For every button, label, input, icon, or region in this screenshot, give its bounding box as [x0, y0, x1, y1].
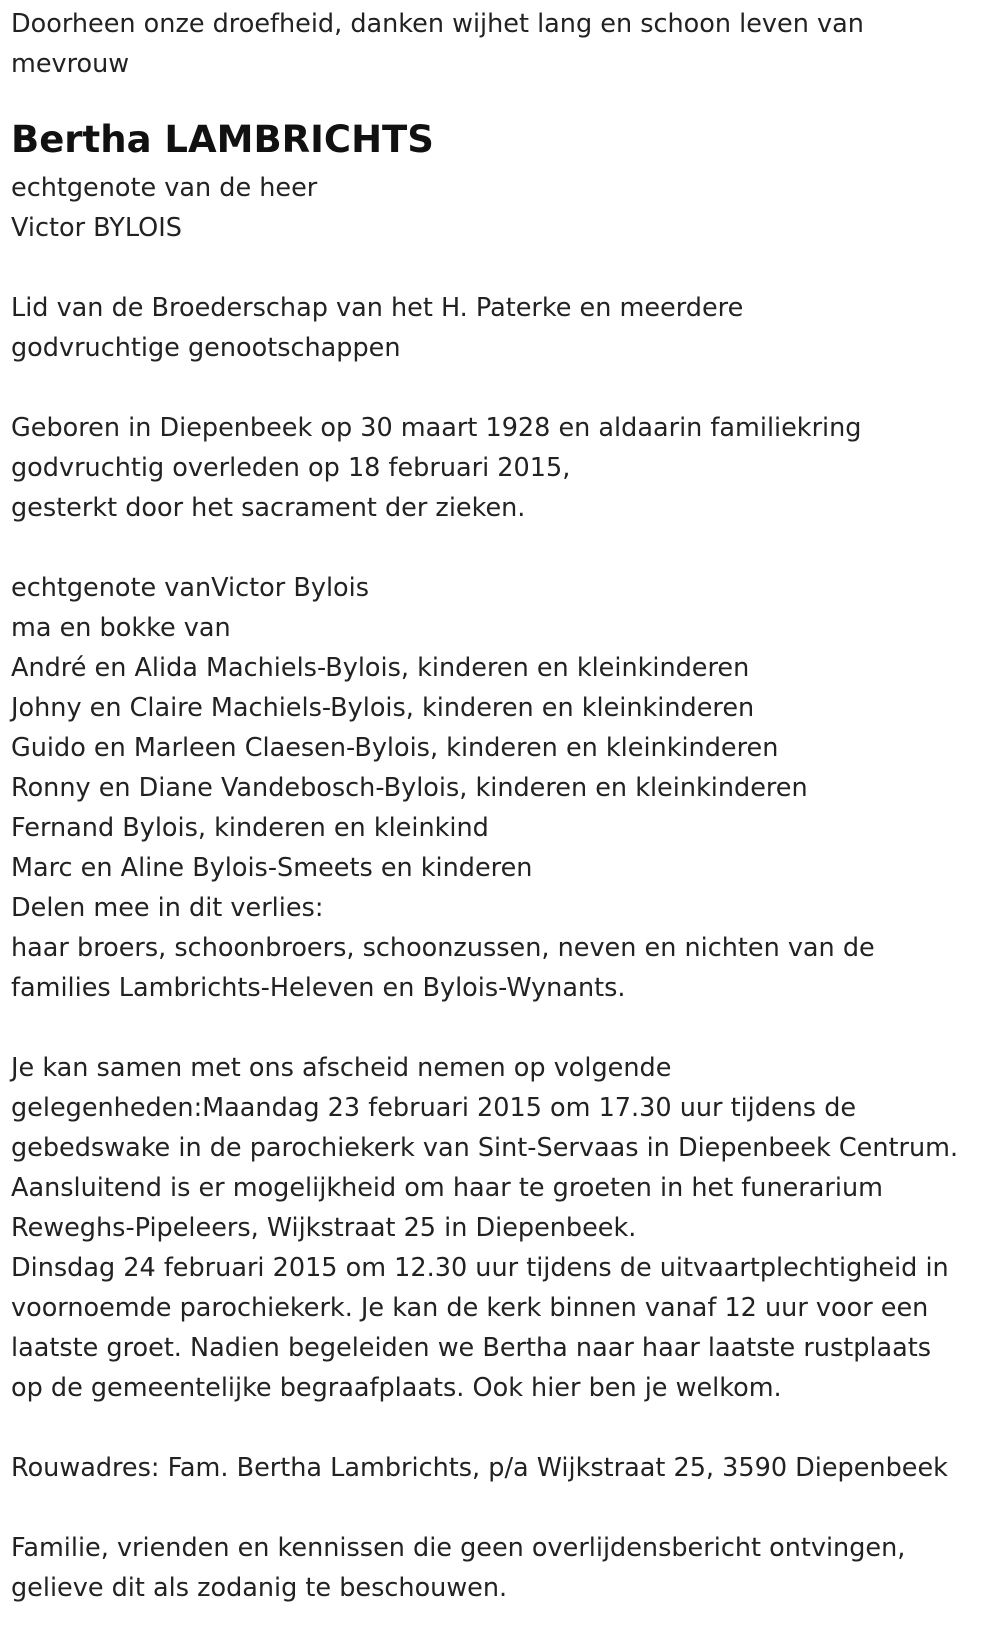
birth-death-line: gesterkt door het sacrament der zieken.: [11, 493, 526, 523]
closing-line: gelieve dit als zodanig te beschouwen.: [11, 1573, 508, 1603]
intro-paragraph: [11, 4, 988, 84]
spouse-line: echtgenote van de heer: [11, 173, 318, 203]
family-relatives-line: haar broers, schoonbroers, schoonzussen, neven en nichten van de: [11, 933, 875, 963]
family-child-line: Marc en Aline Bylois-Smeets en kinderen: [11, 853, 533, 883]
ceremony-line: gebedswake in de parochiekerk van Sint-Servaas in Diepenbeek Centrum.: [11, 1133, 959, 1163]
ceremony-line: Dinsdag 24 februari 2015 om 12.30 uur tijdens de uitvaartplechtigheid in: [11, 1253, 949, 1283]
membership-paragraph: [11, 288, 988, 368]
birth-death-line: Geboren in Diepenbeek op 30 maart 1928 en aldaarin familiekring: [11, 413, 862, 443]
ceremony-paragraph: [11, 1048, 988, 1408]
birth-death-paragraph: [11, 408, 988, 528]
ceremony-line: gelegenheden:Maandag 23 februari 2015 om 17.30 uur tijdens de: [11, 1093, 857, 1123]
ceremony-line: op de gemeentelijke begraafplaats. Ook hier ben je welkom.: [11, 1373, 782, 1403]
ceremony-line: voornoemde parochiekerk. Je kan de kerk binnen vanaf 12 uur voor een: [11, 1293, 929, 1323]
family-child-line: Fernand Bylois, kinderen en kleinkind: [11, 813, 489, 843]
family-child-line: Guido en Marleen Claesen-Bylois, kinderen en kleinkinderen: [11, 733, 779, 763]
ceremony-line: laatste groet. Nadien begeleiden we Bertha naar haar laatste rustplaats: [11, 1333, 932, 1363]
family-relatives-line: families Lambrichts-Heleven en Bylois-Wynants.: [11, 973, 626, 1003]
membership-line: Lid van de Broederschap van het H. Paterke en meerdere: [11, 293, 744, 323]
family-child-line: André en Alida Machiels-Bylois, kinderen en kleinkinderen: [11, 653, 750, 683]
family-paragraph: [11, 568, 988, 1008]
paragraph-spacer: [11, 528, 988, 568]
paragraph-spacer: [11, 1408, 988, 1448]
closing-paragraph: [11, 1528, 988, 1608]
ceremony-line: Je kan samen met ons afscheid nemen op volgende: [11, 1053, 672, 1083]
membership-line: godvruchtige genootschappen: [11, 333, 401, 363]
family-share-line: Delen mee in dit verlies:: [11, 893, 324, 923]
address-paragraph: [11, 1448, 988, 1488]
paragraph-spacer: [11, 368, 988, 408]
address-line: Rouwadres: Fam. Bertha Lambrichts, p/a Wijkstraat 25, 3590 Diepenbeek: [11, 1453, 948, 1483]
paragraph-spacer: [11, 1488, 988, 1528]
family-child-line: Ronny en Diane Vandebosch-Bylois, kinderen en kleinkinderen: [11, 773, 808, 803]
intro-line: Doorheen onze droefheid, danken wijhet lang en schoon leven van: [11, 9, 864, 39]
paragraph-spacer: [11, 248, 988, 288]
closing-line: Familie, vrienden en kennissen die geen overlijdensbericht ontvingen,: [11, 1533, 906, 1563]
spouse-line: Victor BYLOIS: [11, 213, 182, 243]
intro-line: mevrouw: [11, 49, 130, 79]
ceremony-line: Aansluitend is er mogelijkheid om haar te groeten in het funerarium: [11, 1173, 883, 1203]
birth-death-line: godvruchtig overleden op 18 februari 2015,: [11, 453, 571, 483]
family-intro-line: ma en bokke van: [11, 613, 231, 643]
deceased-name: Bertha LAMBRICHTS: [11, 118, 434, 161]
family-child-line: Johny en Claire Machiels-Bylois, kinderen en kleinkinderen: [11, 693, 755, 723]
paragraph-spacer: [11, 1008, 988, 1048]
family-spouse-line: echtgenote vanVictor Bylois: [11, 573, 369, 603]
ceremony-line: Reweghs-Pipeleers, Wijkstraat 25 in Diepenbeek.: [11, 1213, 637, 1243]
spouse-paragraph: [11, 168, 988, 248]
